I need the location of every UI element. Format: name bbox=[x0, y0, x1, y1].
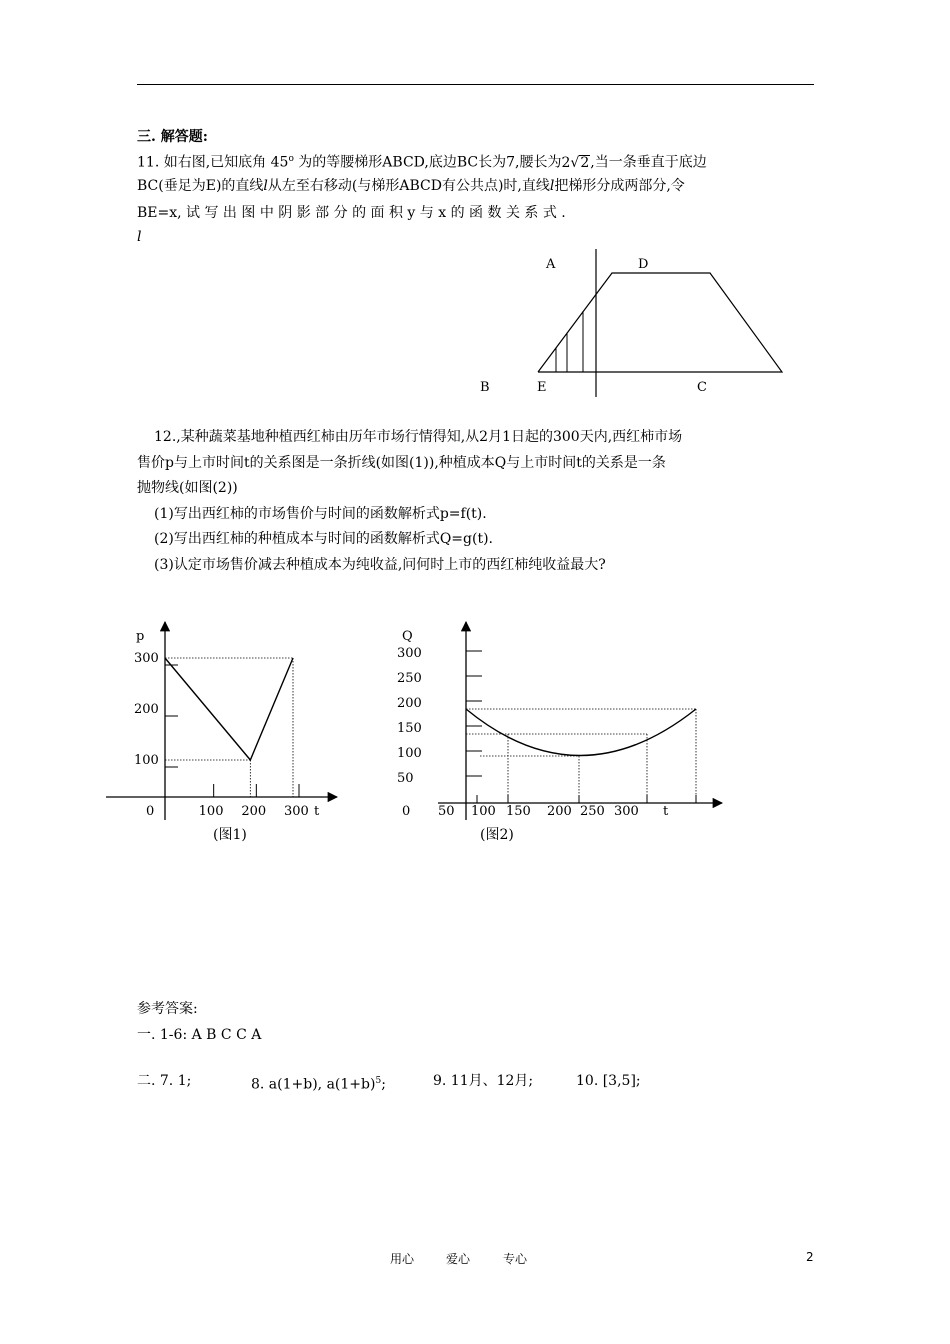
q12-line1: 12.,某种蔬菜基地种植西红柿由历年市场行情得知,从2月1日起的300天内,西红柿市场 bbox=[154, 429, 683, 445]
page-number: 2 bbox=[806, 1250, 814, 1264]
q11-line1-a: 11. 如右图,已知底角 45 bbox=[137, 154, 289, 171]
header-rule bbox=[137, 84, 814, 85]
q11-line3: BE=x, 试 写 出 图 中 阴 影 部 分 的 面 积 y 与 x 的 函 数 关 系 式 . bbox=[137, 205, 566, 221]
label-E: E bbox=[537, 380, 547, 395]
chart-2-y-tick-label: 100 bbox=[397, 746, 422, 761]
chart-2-x-tick-label: 200 bbox=[547, 804, 572, 819]
q12-line3: 抛物线(如图(2)) bbox=[137, 480, 238, 496]
section-title: 三. 解答题: bbox=[137, 129, 208, 145]
answer-8-text: 8. a(1+b), a(1+b) bbox=[251, 1076, 376, 1093]
chart-1-origin: 0 bbox=[146, 804, 155, 819]
chart-1-y-tick-label: 100 bbox=[134, 753, 159, 768]
chart-1-caption: (图1) bbox=[213, 827, 247, 843]
footer-word-1: 用心 bbox=[390, 1252, 415, 1266]
answer-8 bbox=[251, 1070, 386, 1096]
chart-2-series-curve bbox=[466, 709, 696, 756]
footer-word-2: 爱心 bbox=[446, 1252, 471, 1266]
label-B: B bbox=[480, 380, 490, 395]
chart-1-x-tick-label: 200 bbox=[241, 804, 267, 819]
chart-2-x-tick-label: 250 bbox=[580, 804, 605, 819]
answer-9: 9. 11月、12月; bbox=[433, 1073, 534, 1089]
trapezoid-outline bbox=[538, 273, 782, 372]
answer-7: 二. 7. 1; bbox=[137, 1073, 192, 1089]
sqrt-arg: 2 bbox=[580, 154, 590, 171]
chart-1-x-tick-label: 300 bbox=[284, 804, 309, 819]
q11-line2-c: 把梯形分成两部分,令 bbox=[554, 178, 685, 194]
q12-sub3: (3)认定市场售价减去种植成本为纯收益,问何时上市的西红柿纯收益最大? bbox=[154, 557, 606, 573]
answer-10: 10. [3,5]; bbox=[576, 1073, 641, 1089]
answers-title: 参考答案: bbox=[137, 1001, 198, 1017]
chart-2-x-tick-label: 150 bbox=[506, 804, 531, 819]
q11-line1 bbox=[137, 148, 707, 174]
chart-1-y-label: p bbox=[136, 629, 145, 644]
line-l-symbol: l bbox=[263, 178, 268, 194]
chart-2-caption: (图2) bbox=[480, 827, 514, 843]
chart-2-x-tick-label: 50 bbox=[438, 804, 455, 819]
chart-1-series-line bbox=[165, 658, 293, 760]
chart-2-y-tick-label: 300 bbox=[397, 646, 422, 661]
q11-line2-b: 从左至右移动(与梯形ABCD有公共点)时,直线 bbox=[267, 178, 550, 194]
q12-sub1: (1)写出西红柿的市场售价与时间的函数解析式p=f(t). bbox=[154, 506, 487, 522]
q12-sub2: (2)写出西红柿的种植成本与时间的函数解析式Q=g(t). bbox=[154, 531, 493, 547]
line-l-symbol-2: l bbox=[549, 178, 555, 194]
chart-2-origin: 0 bbox=[402, 804, 411, 819]
sqrt-coef: 2 bbox=[561, 154, 571, 171]
chart-2-x-tick-label: 300 bbox=[614, 804, 639, 819]
q11-line2 bbox=[137, 175, 685, 197]
footer-word-3: 专心 bbox=[503, 1252, 528, 1266]
q12-line2: 售价p与上市时间t的关系图是一条折线(如图(1)),种植成本Q与上市时间t的关系是一条 bbox=[137, 455, 666, 471]
chart-2-x-label: t bbox=[663, 804, 669, 819]
label-D: D bbox=[638, 257, 649, 272]
chart-2-y-tick-label: 150 bbox=[397, 721, 422, 736]
chart-2-y-tick-label: 250 bbox=[397, 671, 422, 686]
chart-2-x-tick-label: 100 bbox=[471, 804, 496, 819]
label-A: A bbox=[546, 257, 556, 272]
answer-8-sup: 5 bbox=[375, 1076, 382, 1086]
answer-8-end: ; bbox=[381, 1076, 386, 1093]
sqrt-expression: 2√2 bbox=[561, 154, 590, 171]
q11-line2-a: BC(垂足为E)的直线 bbox=[137, 178, 264, 194]
chart-1-y-tick-label: 200 bbox=[134, 702, 159, 717]
chart-1-x-tick-label: 100 bbox=[198, 804, 224, 819]
q11-line1-b: 为的等腰梯形ABCD,底边BC长为7,腰长为 bbox=[293, 154, 562, 171]
chart-2-y-label: Q bbox=[402, 629, 413, 644]
chart-2-y-tick-label: 50 bbox=[397, 771, 414, 786]
q11-line4: l bbox=[137, 229, 142, 245]
label-C: C bbox=[697, 380, 707, 395]
answers-line1: 一. 1-6: A B C C A bbox=[137, 1027, 262, 1043]
chart-1-y-tick-label: 300 bbox=[134, 651, 159, 666]
q11-line1-c: ,当一条垂直于底边 bbox=[590, 154, 707, 171]
chart-1-x-label: t bbox=[314, 804, 320, 819]
chart-2-y-tick-label: 200 bbox=[397, 696, 422, 711]
degree-mark: o bbox=[288, 154, 294, 164]
